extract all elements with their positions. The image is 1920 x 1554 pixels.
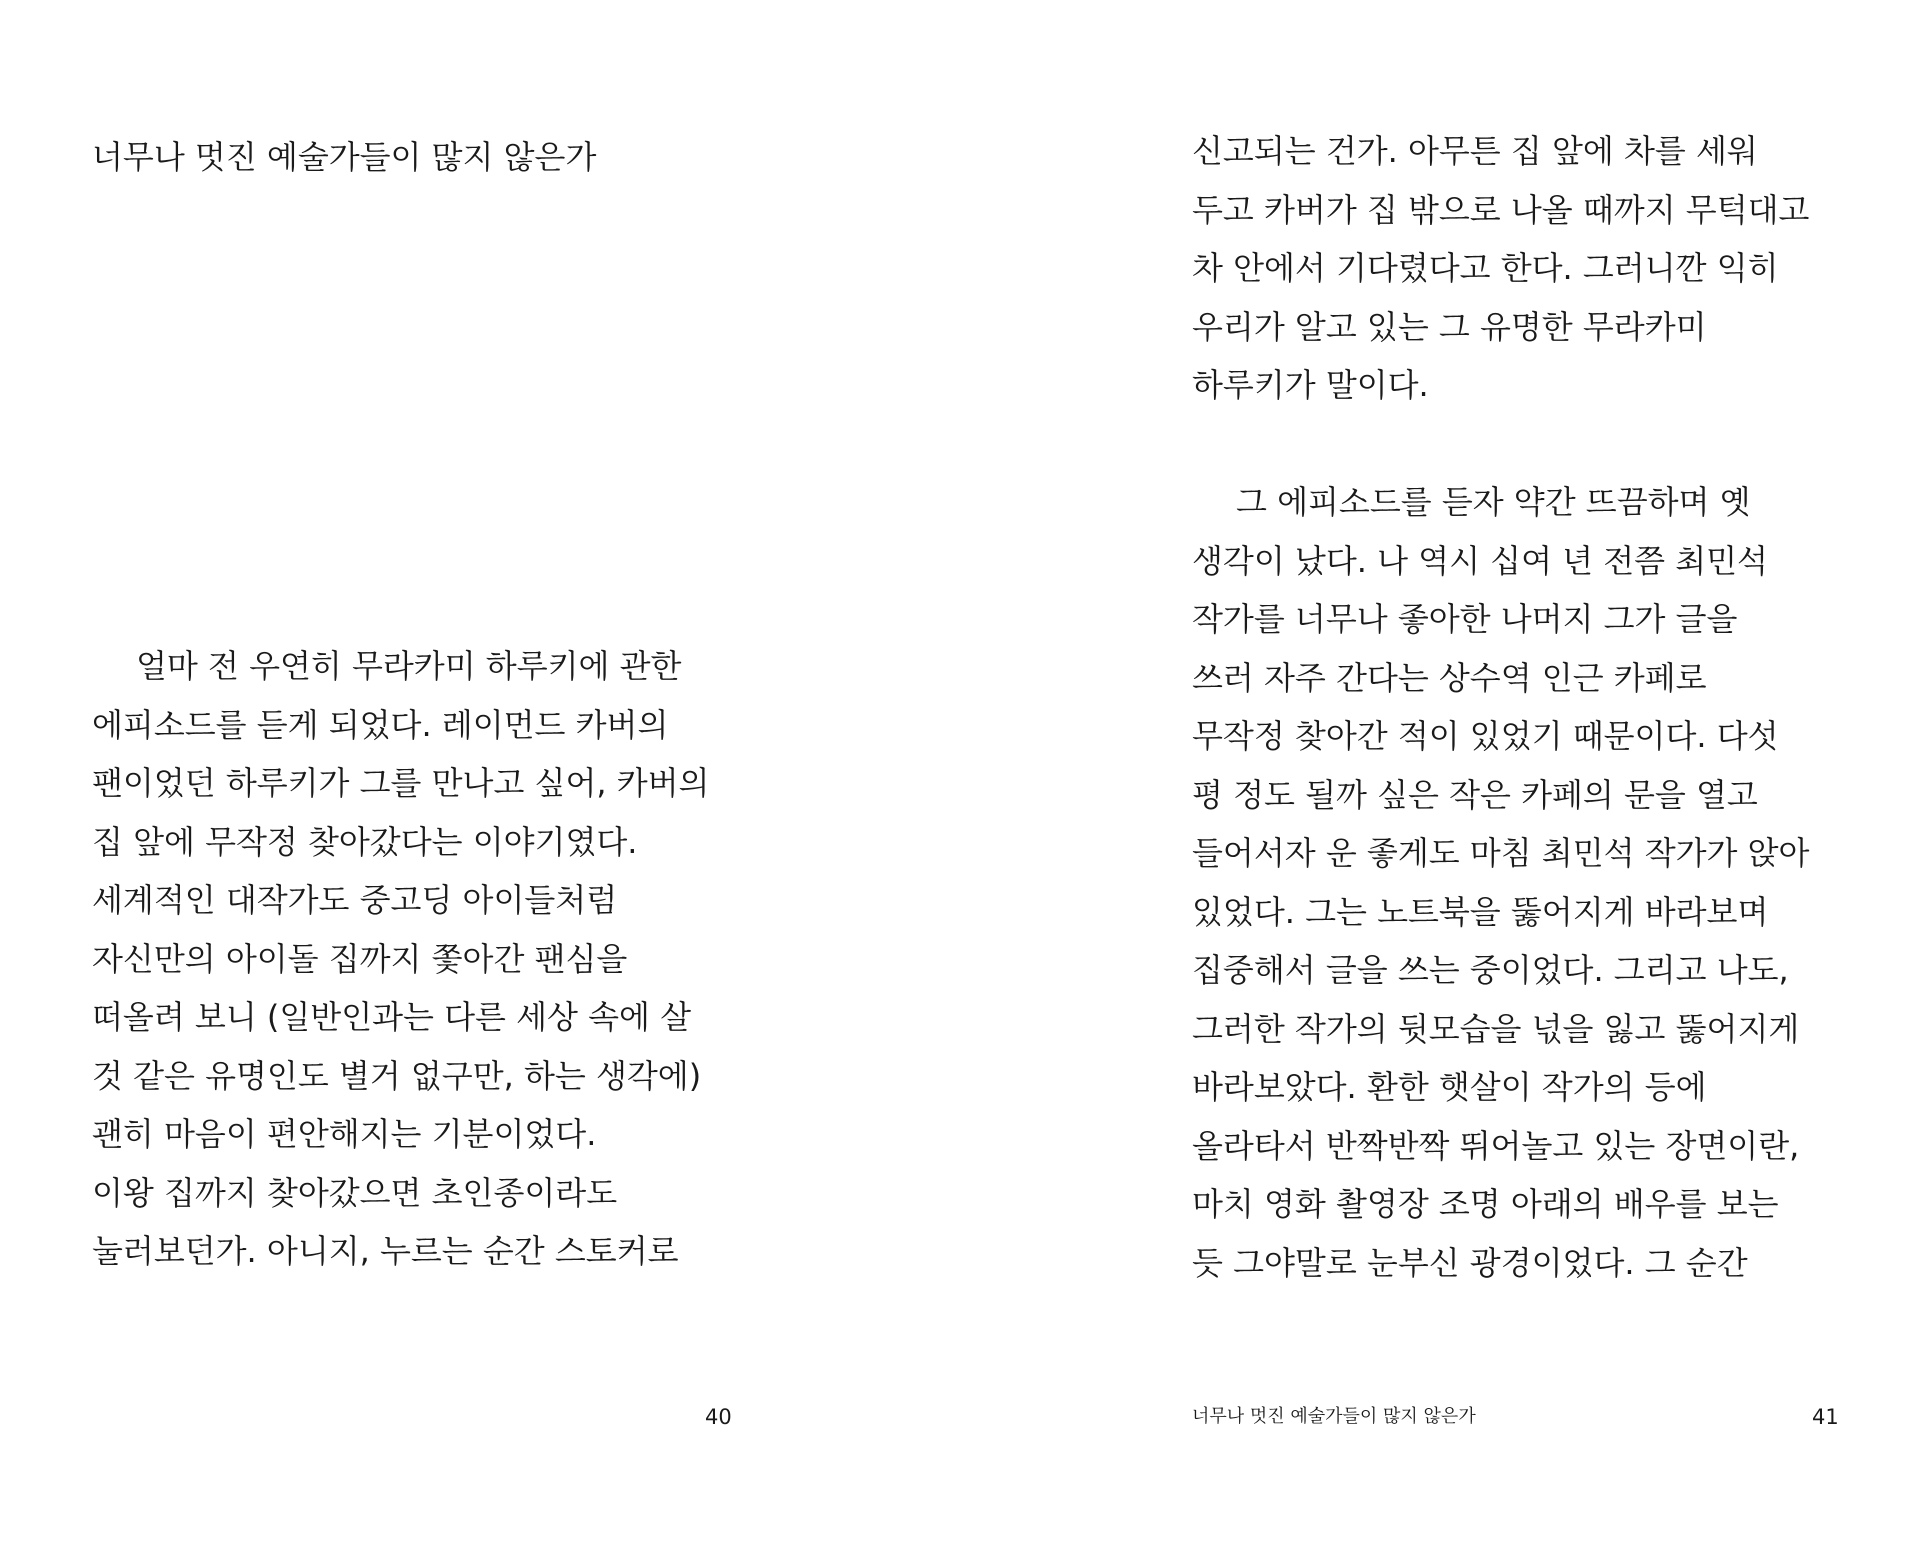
text-line: 팬이었던 하루키가 그를 만나고 싶어, 카버의 xyxy=(92,764,710,802)
text-line: 쓰러 자주 간다는 상수역 인근 카페로 xyxy=(1192,658,1707,697)
text-line: 얼마 전 우연히 무라카미 하루키에 관한 xyxy=(136,647,682,685)
text-line: 우리가 알고 있는 그 유명한 무라카미 xyxy=(1192,307,1707,346)
right-paragraph-2 xyxy=(1192,473,1809,1292)
text-line: 있었다. 그는 노트북을 뚫어지게 바라보며 xyxy=(1192,892,1769,931)
text-line: 에피소드를 듣게 되었다. 레이먼드 카버의 xyxy=(92,705,669,744)
running-header: 너무나 멋진 예술가들이 많지 않은가 xyxy=(1192,1406,1476,1427)
page-number-left: 40 xyxy=(705,1405,732,1429)
text-line: 들어서자 운 좋게도 마침 최민석 작가가 앉아 xyxy=(1192,834,1810,872)
text-line: 것 같은 유명인도 별거 없구만, 하는 생각에) xyxy=(92,1056,702,1095)
text-line: 생각이 났다. 나 역시 십여 년 전쯤 최민석 xyxy=(1192,541,1768,580)
text-line: 세계적인 대작가도 중고딩 아이들처럼 xyxy=(92,881,618,919)
text-line: 집 앞에 무작정 찾아갔다는 이야기였다. xyxy=(92,822,638,861)
text-line: 신고되는 건가. 아무튼 집 앞에 차를 세워 xyxy=(1192,132,1758,170)
text-line: 작가를 너무나 좋아한 나머지 그가 글을 xyxy=(1192,600,1738,638)
text-line: 괜히 마음이 편안해지는 기분이었다. xyxy=(92,1115,597,1153)
text-line: 차 안에서 기다렸다고 한다. 그러니깐 익히 xyxy=(1192,249,1779,287)
text-line: 평 정도 될까 싶은 작은 카페의 문을 열고 xyxy=(1192,775,1758,814)
text-line: 이왕 집까지 찾아갔으면 초인종이라도 xyxy=(92,1173,618,1212)
text-line: 무작정 찾아간 적이 있었기 때문이다. 다섯 xyxy=(1192,717,1779,755)
text-line: 바라보았다. 환한 햇살이 작가의 등에 xyxy=(1192,1068,1707,1106)
text-line: 듯 그야말로 눈부신 광경이었다. 그 순간 xyxy=(1192,1243,1748,1282)
chapter-title: 너무나 멋진 예술가들이 많지 않은가 xyxy=(92,138,597,176)
text-line: 올라타서 반짝반짝 뛰어놀고 있는 장면이란, xyxy=(1192,1126,1800,1165)
text-line: 하루키가 말이다. xyxy=(1192,366,1429,404)
text-line: 집중해서 글을 쓰는 중이었다. 그리고 나도, xyxy=(1192,951,1789,989)
text-line: 눌러보던가. 아니지, 누르는 순간 스토커로 xyxy=(92,1232,679,1270)
text-line: 그 에피소드를 듣자 약간 뜨끔하며 옛 xyxy=(1236,483,1751,521)
text-line: 자신만의 아이돌 집까지 쫓아간 팬심을 xyxy=(92,939,628,978)
text-line: 두고 카버가 집 밖으로 나올 때까지 무턱대고 xyxy=(1192,190,1810,229)
left-body-text xyxy=(92,637,709,1281)
page-number-right: 41 xyxy=(1812,1405,1839,1429)
right-paragraph-1 xyxy=(1192,122,1809,415)
text-line: 떠올려 보니 (일반인과는 다른 세상 속에 살 xyxy=(92,998,692,1036)
text-line: 그러한 작가의 뒷모습을 넋을 잃고 뚫어지게 xyxy=(1192,1009,1800,1048)
text-line: 마치 영화 촬영장 조명 아래의 배우를 보는 xyxy=(1192,1185,1779,1223)
